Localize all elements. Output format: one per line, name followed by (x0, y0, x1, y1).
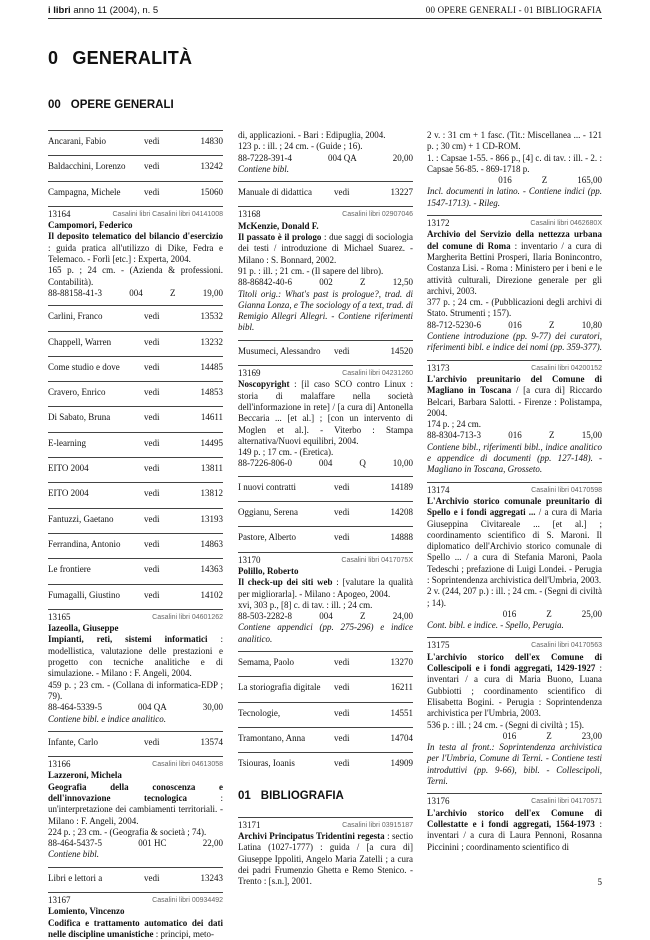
catalog-id: Casalini libri 03915187 (342, 821, 413, 829)
entry-imprint: : principi, meto- (155, 928, 215, 939)
subsection-name: BIBLIOGRAFIA (260, 790, 344, 803)
entry-class: Z (546, 730, 552, 741)
entry-class: Z (549, 430, 555, 441)
entry-code: 016 (502, 608, 517, 619)
xref-name: Cravero, Enrico (48, 387, 106, 398)
xref-see: vedi (144, 161, 160, 172)
xref-name: Infante, Carlo (48, 736, 98, 747)
xref-number: 14102 (200, 589, 223, 600)
entry-13164 (48, 206, 223, 305)
xref-number: 14888 (390, 532, 413, 543)
catalog-id: Casalini libri 04601262 (152, 613, 223, 621)
section-name: GENERALITÀ (72, 48, 193, 68)
entry-description: 2 v. (244, 207 p.) : ill. ; 24 cm. - (Segni di civiltà ; 14). (427, 586, 602, 608)
xref-number: 15060 (200, 186, 223, 197)
xref-name: Pastore, Alberto (238, 532, 296, 543)
entry-title: Archivio del Servizio della nettezza urbana del comune di Roma (427, 229, 602, 251)
entry-13168 (238, 206, 413, 339)
xref-see: vedi (144, 437, 160, 448)
xref-see: vedi (144, 463, 160, 474)
xref-see: vedi (334, 507, 350, 518)
catalog-id: Casalini libri 0462680X (530, 220, 602, 228)
entry-imprint: : due saggi di sociologia dei testi / introduzione di Michael Suarez. - Milano : S. Bonnard, 2002. (238, 232, 414, 265)
subsection-number: 01 (238, 790, 251, 803)
catalog-id: Casalini libri 0417075X (341, 556, 413, 564)
entry-author: Campomori, Federico (48, 220, 133, 231)
entry-title: L'archivio storico dell'ex Comune di Collestatte e i fondi aggregati, 1564-1973 (427, 807, 602, 829)
entry-title: L'Archivio storico comunale preunitario di Spello e i fondi aggregati ... (427, 495, 602, 518)
xref-number: 13574 (200, 736, 223, 747)
xref-name: Tramontano, Anna (238, 732, 306, 743)
entry-class: Z (546, 608, 552, 619)
xref-see: vedi (334, 732, 350, 743)
subsection-number: 00 (48, 99, 61, 111)
entry-price: 24,00 (392, 611, 413, 622)
entry-author: McKenzie, Donald F. (238, 220, 319, 231)
entry-description: xvi, 303 p., [8] c. di tav. : ill. ; 24 cm. (238, 599, 373, 610)
entry-number: 13170 (238, 554, 261, 565)
xref-see: vedi (144, 736, 160, 747)
xref-see: vedi (144, 488, 160, 499)
xref-row (238, 526, 413, 551)
entry-description: 2 v. : 31 cm + 1 fasc. (Tit.: Miscellanea ... - 121 p. ; 30 cm) + 1 CD-ROM. (427, 130, 602, 152)
entry-price: 165,00 (577, 175, 602, 186)
entry-13173 (427, 360, 602, 482)
xref-see: vedi (334, 481, 350, 492)
xref-see: vedi (334, 656, 350, 667)
xref-number: 14830 (200, 136, 223, 146)
entry-class: Z (541, 175, 548, 186)
entry-number: 13174 (427, 484, 450, 495)
entry-isbn: 88-464-5437-5 (48, 838, 102, 849)
catalog-id: Casalini libri 02907046 (342, 211, 413, 219)
entry-description: 459 p. ; 23 cm. - (Collana di informatica-EDP ; 79). (48, 679, 223, 701)
entry-13170 (238, 552, 413, 651)
catalog-id: Casalini libri 04170571 (531, 798, 602, 806)
xref-see: vedi (334, 707, 350, 718)
entry-number: 13169 (238, 368, 261, 379)
section-title (48, 48, 192, 69)
xref-number: 13243 (200, 872, 223, 883)
xref-row (48, 482, 223, 507)
xref-name: Tsiouras, Ioanis (238, 758, 295, 769)
entry-price: 25,00 (581, 608, 602, 619)
entry-author: Iazeolla, Giuseppe (48, 623, 119, 634)
xref-row (48, 381, 223, 406)
journal-info (48, 5, 158, 16)
journal-name: i libri (48, 5, 71, 16)
catalog-id: Casalini libri 04200152 (531, 364, 602, 372)
entry-code: 016 (502, 730, 517, 741)
xref-name: EITO 2004 (48, 463, 89, 474)
entry-note: Contiene introduzione (pp. 9-77) dei curatori, riferimenti bibl. e indice dei nomi (pp. 359-377). (427, 331, 602, 353)
xref-name: Come studio e dove (48, 361, 120, 372)
entry-number: 13173 (427, 362, 450, 373)
entry-description: 165 p. ; 24 cm. - (Azienda & professioni. Contabilità). (48, 265, 223, 287)
entry-class: Z (549, 319, 555, 330)
xref-number: 13193 (200, 513, 223, 524)
entry-13175 (427, 637, 602, 793)
entry-description: 224 p. ; 23 cm. - (Geografia & società ; 74). (48, 826, 207, 837)
entry-imprint: : inventari / a cura di Maria Buono, Luana Gubbiotti ; coordinamento scientifico di Elisabetta Bogini. - Perugia : Soprintendenza archivistica per l'Umbria, 2003. (427, 663, 603, 719)
section-number: 0 (48, 48, 59, 68)
xref-row (48, 867, 223, 892)
entry-imprint: : guida pratica all'utilizzo di Dike, Fedra e Telemaco. - Forlì [etc.] : Experta, 2004. (48, 242, 223, 265)
entry-number: 13165 (48, 611, 71, 622)
xref-see: vedi (144, 564, 160, 575)
entry-code: 001 HC (138, 838, 167, 849)
xref-row (48, 406, 223, 431)
entry-price: 19,00 (202, 287, 223, 298)
xref-number: 14520 (390, 345, 413, 356)
xref-row (48, 130, 223, 155)
xref-name: Fantuzzi, Gaetano (48, 513, 114, 524)
xref-name: EITO 2004 (48, 488, 89, 499)
entry-price: 10,00 (392, 458, 413, 469)
xref-row (48, 558, 223, 583)
xref-number: 14863 (200, 538, 223, 549)
xref-row (238, 476, 413, 501)
entry-number: 13167 (48, 895, 71, 906)
xref-row (48, 432, 223, 457)
entry-author: Lazzeroni, Michela (48, 770, 122, 781)
xref-name: Oggianu, Serena (238, 507, 298, 518)
entry-code: 002 (319, 277, 333, 288)
entry-note: Titoli orig.: What's past is prologue?, trad. di Gianna Lonza, e The sociology of a text, trad. di Remigio Allegri Allegri. - Contiene riferimenti bibl. (238, 288, 413, 333)
entry-imprint: : sectio Latina (1027-1777) : guida / [a cura di] Giuseppe Ippoliti, Angelo Maria Zatelli ; a cura dei padri Frumenzio Ghetta e Remo Stenico. - Trento : [s.n.], 2001. (238, 831, 414, 887)
entry-note: In testa al front.: Soprintendenza archivistica per l'Umbria, Comune di Terni. - Contiene testi introduttivi (pp. 9-66), bibl. - Collescipoli, Terni. (427, 742, 602, 787)
xref-number: 13232 (200, 336, 223, 347)
xref-row (48, 508, 223, 533)
entry-title: Impianti, reti, sistemi informatici (48, 634, 208, 645)
entry-price: 30,00 (202, 702, 223, 713)
xref-see: vedi (334, 345, 350, 356)
xref-number: 14363 (200, 564, 223, 575)
entry-number: 13164 (48, 208, 71, 219)
xref-name: Musumeci, Alessandro (238, 345, 321, 356)
xref-name: Tecnologie, (238, 707, 281, 718)
running-section: 00 OPERE GENERALI - 01 BIBLIOGRAFIA (425, 5, 602, 15)
entry-number: 13171 (238, 819, 261, 830)
entry-imprint: : [valutare la qualità per migliorarla]. - Milano : Apogeo, 2004. (238, 577, 414, 599)
xref-name: Semama, Paolo (238, 656, 294, 667)
entry-description: 377 p. ; 24 cm. - (Pubblicazioni degli archivi di Stato. Strumenti ; 157). (427, 297, 602, 319)
xref-number: 14704 (390, 732, 413, 743)
xref-name: La storiografia digitale (238, 682, 321, 693)
xref-row (48, 181, 223, 206)
entry-13171-cont (427, 130, 602, 215)
entry-code: 016 (508, 430, 522, 441)
entry-code: 004 QA (138, 702, 167, 713)
entry-number: 13172 (427, 218, 450, 229)
entry-imprint: / a cura di Maria Giuseppina Civitareale ... [et al.] ; coordinamento scientifico di S. Maroni. Il diplomatico dell'Archivio storico comunale di Spello ... / a cura di Stefania Maroni, Paola Tedeschi ; prefazione di Luigi Londei. - Perugia : Soprintendenza archivistica dell'Umbria, 2003. (427, 507, 602, 585)
entry-code: 004 (319, 611, 333, 622)
xref-see: vedi (144, 136, 160, 146)
subsection-name: OPERE GENERALI (70, 99, 174, 111)
catalog-id: Casalini libri 04231260 (342, 370, 413, 378)
xref-row (48, 731, 223, 756)
xref-row (238, 501, 413, 526)
entry-title: Codifica e trattamento automatico dei dati nelle discipline umanistiche (48, 917, 223, 939)
entry-class: Z (360, 611, 366, 622)
entry-isbn: 88-464-5339-5 (48, 702, 102, 713)
entry-13171 (238, 817, 413, 894)
xref-see: vedi (334, 187, 350, 198)
xref-row (238, 752, 413, 777)
xref-row (238, 702, 413, 727)
xref-name: Chappell, Warren (48, 336, 112, 347)
entry-13176 (427, 793, 602, 852)
xref-number: 13811 (200, 463, 223, 474)
xref-see: vedi (144, 336, 160, 347)
entry-note: Contiene bibl. e indice analitico. (48, 713, 166, 724)
entry-imprint: : un'interpretazione dei cambiamenti territoriali. - Milano : F. Angeli, 2004. (48, 792, 224, 826)
xref-row (238, 651, 413, 676)
entry-price: 10,80 (581, 319, 602, 330)
xref-name: Di Sabato, Bruna (48, 412, 111, 423)
entry-author: Lomiento, Vincenzo (48, 906, 125, 917)
xref-row (48, 155, 223, 180)
catalog-id: Casalini libri 04170563 (531, 642, 602, 650)
xref-number: 14485 (200, 361, 223, 372)
entry-13172 (427, 215, 602, 360)
xref-see: vedi (144, 513, 160, 524)
entry-13174 (427, 482, 602, 638)
xref-name: I nuovi contratti (238, 481, 296, 492)
xref-name: Carlini, Franco (48, 311, 103, 322)
xref-see: vedi (144, 538, 160, 549)
journal-issue: anno 11 (2004), n. 5 (73, 5, 159, 16)
entry-price: 15,00 (581, 430, 602, 441)
xref-row (48, 356, 223, 381)
entry-13166 (48, 756, 223, 867)
entry-number: 13166 (48, 759, 71, 770)
catalog-id: Casalini libri 04613058 (152, 761, 223, 769)
entry-code: 016 (498, 175, 512, 186)
xref-number: 13532 (200, 311, 223, 322)
xref-see: vedi (144, 311, 160, 322)
entry-note: Cont. bibl. e indice. - Spello, Perugia. (427, 620, 564, 631)
xref-see: vedi (144, 387, 160, 398)
entry-price: 12,50 (392, 277, 413, 288)
entry-isbn: 88-503-2282-8 (238, 611, 292, 622)
subsection-title-00 (48, 99, 174, 111)
entry-isbn: 88-712-5230-6 (427, 319, 481, 330)
entry-title: L'archivio preunitario del Comune di Magliano in Toscana (427, 373, 602, 396)
entry-code: 004 (129, 287, 143, 298)
xref-number: 13270 (390, 656, 413, 667)
entry-imprint: : inventari / a cura di Laura Pennoni, Rosanna Piccinini ; coordinamento scientifico di (427, 818, 602, 852)
xref-name: Le frontiere (48, 564, 91, 575)
entry-title: Il passato è il prologo (238, 232, 322, 243)
entry-class: Z (170, 287, 176, 298)
entry-note: Contiene appendici (pp. 275-296) e indice analitico. (238, 622, 413, 644)
entry-isbn: 88-86842-40-6 (238, 277, 292, 288)
xref-row (238, 181, 413, 206)
xref-see: vedi (144, 589, 160, 600)
entry-note: Incl. documenti in latino. - Contiene indici (pp. 1547-1713). - Rileg. (427, 186, 602, 208)
entry-title: Geografia della conoscenza e dell'innovazione tecnologica (48, 781, 223, 803)
entry-price: 20,00 (392, 152, 413, 163)
entry-isbn: 88-7228-391-4 (238, 152, 292, 163)
entry-number: 13175 (427, 640, 450, 651)
entry-note: Contiene bibl. (48, 849, 99, 860)
column-2 (238, 130, 413, 894)
xref-name: Manuale di didattica (238, 187, 312, 198)
xref-row (238, 340, 413, 365)
entry-note: Contiene bibl., riferimenti bibl., indice analitico e appendice di documenti (pp. 127-148). - Magliano in Toscana, Grosseto. (427, 441, 602, 475)
page-number: 5 (597, 877, 602, 887)
entry-description: 536 p. : ill. ; 24 cm. - (Segni di civiltà ; 15). (427, 719, 584, 730)
xref-name: Ancarani, Fabio (48, 136, 106, 146)
xref-row (48, 584, 223, 609)
entry-class: Q (359, 458, 366, 469)
entry-isbn: 88-8304-713-3 (427, 430, 481, 441)
xref-see: vedi (144, 872, 160, 883)
entry-13169 (238, 365, 413, 476)
entry-description: 91 p. : ill. ; 21 cm. - (Il sapere del libro). (238, 265, 384, 276)
entry-note: Contiene bibl. (238, 163, 289, 174)
entry-isbn: 88-7226-806-0 (238, 458, 292, 469)
xref-name: E-learning (48, 437, 86, 448)
entry-13167-cont (238, 130, 413, 181)
xref-row (48, 457, 223, 482)
xref-number: 14611 (200, 412, 223, 423)
xref-number: 14495 (200, 437, 223, 448)
xref-row (238, 727, 413, 752)
xref-see: vedi (334, 682, 350, 693)
entry-title: Noscopyright (238, 379, 290, 390)
xref-name: Campagna, Michele (48, 186, 121, 197)
entry-description: 174 p. ; 24 cm. (427, 419, 481, 430)
xref-see: vedi (334, 758, 350, 769)
entry-description: 123 p. : ill. ; 24 cm. - (Guide ; 16). (238, 141, 363, 152)
xref-name: Ferrandina, Antonio (48, 538, 121, 549)
xref-number: 16211 (390, 682, 413, 693)
xref-number: 13812 (200, 488, 223, 499)
xref-number: 14853 (200, 387, 223, 398)
entry-number: 13176 (427, 796, 450, 807)
entry-title: L'archivio storico dell'ex Comune di Collescipoli e i fondi aggregati, 1429-1927 (427, 651, 602, 674)
entry-13167 (48, 892, 223, 940)
entry-title: Archivi Principatus Tridentini regesta (238, 831, 385, 842)
entry-imprint: di, applicazioni. - Bari : Edipuglia, 2004. (238, 130, 386, 140)
xref-row (48, 305, 223, 330)
xref-number: 13242 (200, 161, 223, 172)
column-3 (427, 130, 602, 853)
xref-number: 14189 (390, 481, 413, 492)
column-1 (48, 130, 223, 940)
xref-number: 14909 (390, 758, 413, 769)
entry-code: 016 (508, 319, 522, 330)
xref-number: 14551 (390, 707, 413, 718)
entry-class: Z (360, 277, 366, 288)
entry-imprint: : modellistica, valutazione delle prestazioni e progetto con tecniche analitiche e di simulazione. - Milano : F. Angeli, 2004. (48, 634, 223, 679)
entry-code: 004 (318, 458, 333, 469)
xref-number: 14208 (390, 507, 413, 518)
xref-number: 13227 (390, 187, 413, 198)
entry-code: 004 QA (328, 152, 357, 163)
entry-title: Il deposito telematico del bilancio d'esercizio (48, 231, 223, 242)
catalog-id: Casalini libri Casalini libri 04141008 (112, 210, 223, 218)
entry-description-2: 1. : Capsae 1-55. - 866 p., [4] c. di tav. : ill. - 2. : Capsae 56-85. - 869-1718 p. (427, 152, 602, 174)
entry-number: 13168 (238, 209, 261, 220)
xref-row (48, 331, 223, 356)
xref-see: vedi (144, 412, 160, 423)
xref-name: Baldacchini, Lorenzo (48, 161, 126, 172)
xref-name: Fumagalli, Giustino (48, 589, 120, 600)
xref-row (48, 533, 223, 558)
entry-description: 149 p. ; 17 cm. - (Eretica). (238, 447, 334, 458)
entry-price: 22,00 (202, 838, 223, 849)
entry-imprint: : inventario / a cura di Margherita Bettini Prosperi, Ilaria Bonincontro, Costanza Lisi. - Roma : Ministero per i beni e le attività culturali, Direzione generale per gli archivi, 2003. (427, 240, 602, 296)
catalog-id: Casalini libri 04170598 (531, 486, 602, 494)
header-rule (48, 18, 602, 19)
entry-author: Polillo, Roberto (238, 565, 299, 576)
catalog-id: Casalini libri 00934492 (152, 897, 223, 905)
entry-13165 (48, 609, 223, 731)
subsection-title-01 (238, 791, 413, 802)
xref-name: Libri e lettori a (48, 872, 103, 883)
xref-row (238, 676, 413, 701)
xref-see: vedi (144, 186, 160, 197)
xref-see: vedi (334, 532, 350, 543)
xref-see: vedi (144, 361, 160, 372)
entry-imprint: / [a cura di] Riccardo Belcari, Barbara Salotti. - Firenze : Polistampa, 2004. (427, 385, 603, 418)
entry-isbn: 88-88158-41-3 (48, 287, 102, 298)
entry-title: Il check-up dei siti web (238, 577, 333, 588)
entry-imprint: : [il caso SCO contro Linux : storia di malaffare nella società dell'informazione in rete] / [a cura di] Antonella Beccaria ... [et al.] ; [con un intervento di Moglen et al.]. - Viterbo : Stampa alternativa/Nuovi equilibri, 2004. (238, 379, 414, 446)
entry-price: 23,00 (581, 730, 602, 741)
